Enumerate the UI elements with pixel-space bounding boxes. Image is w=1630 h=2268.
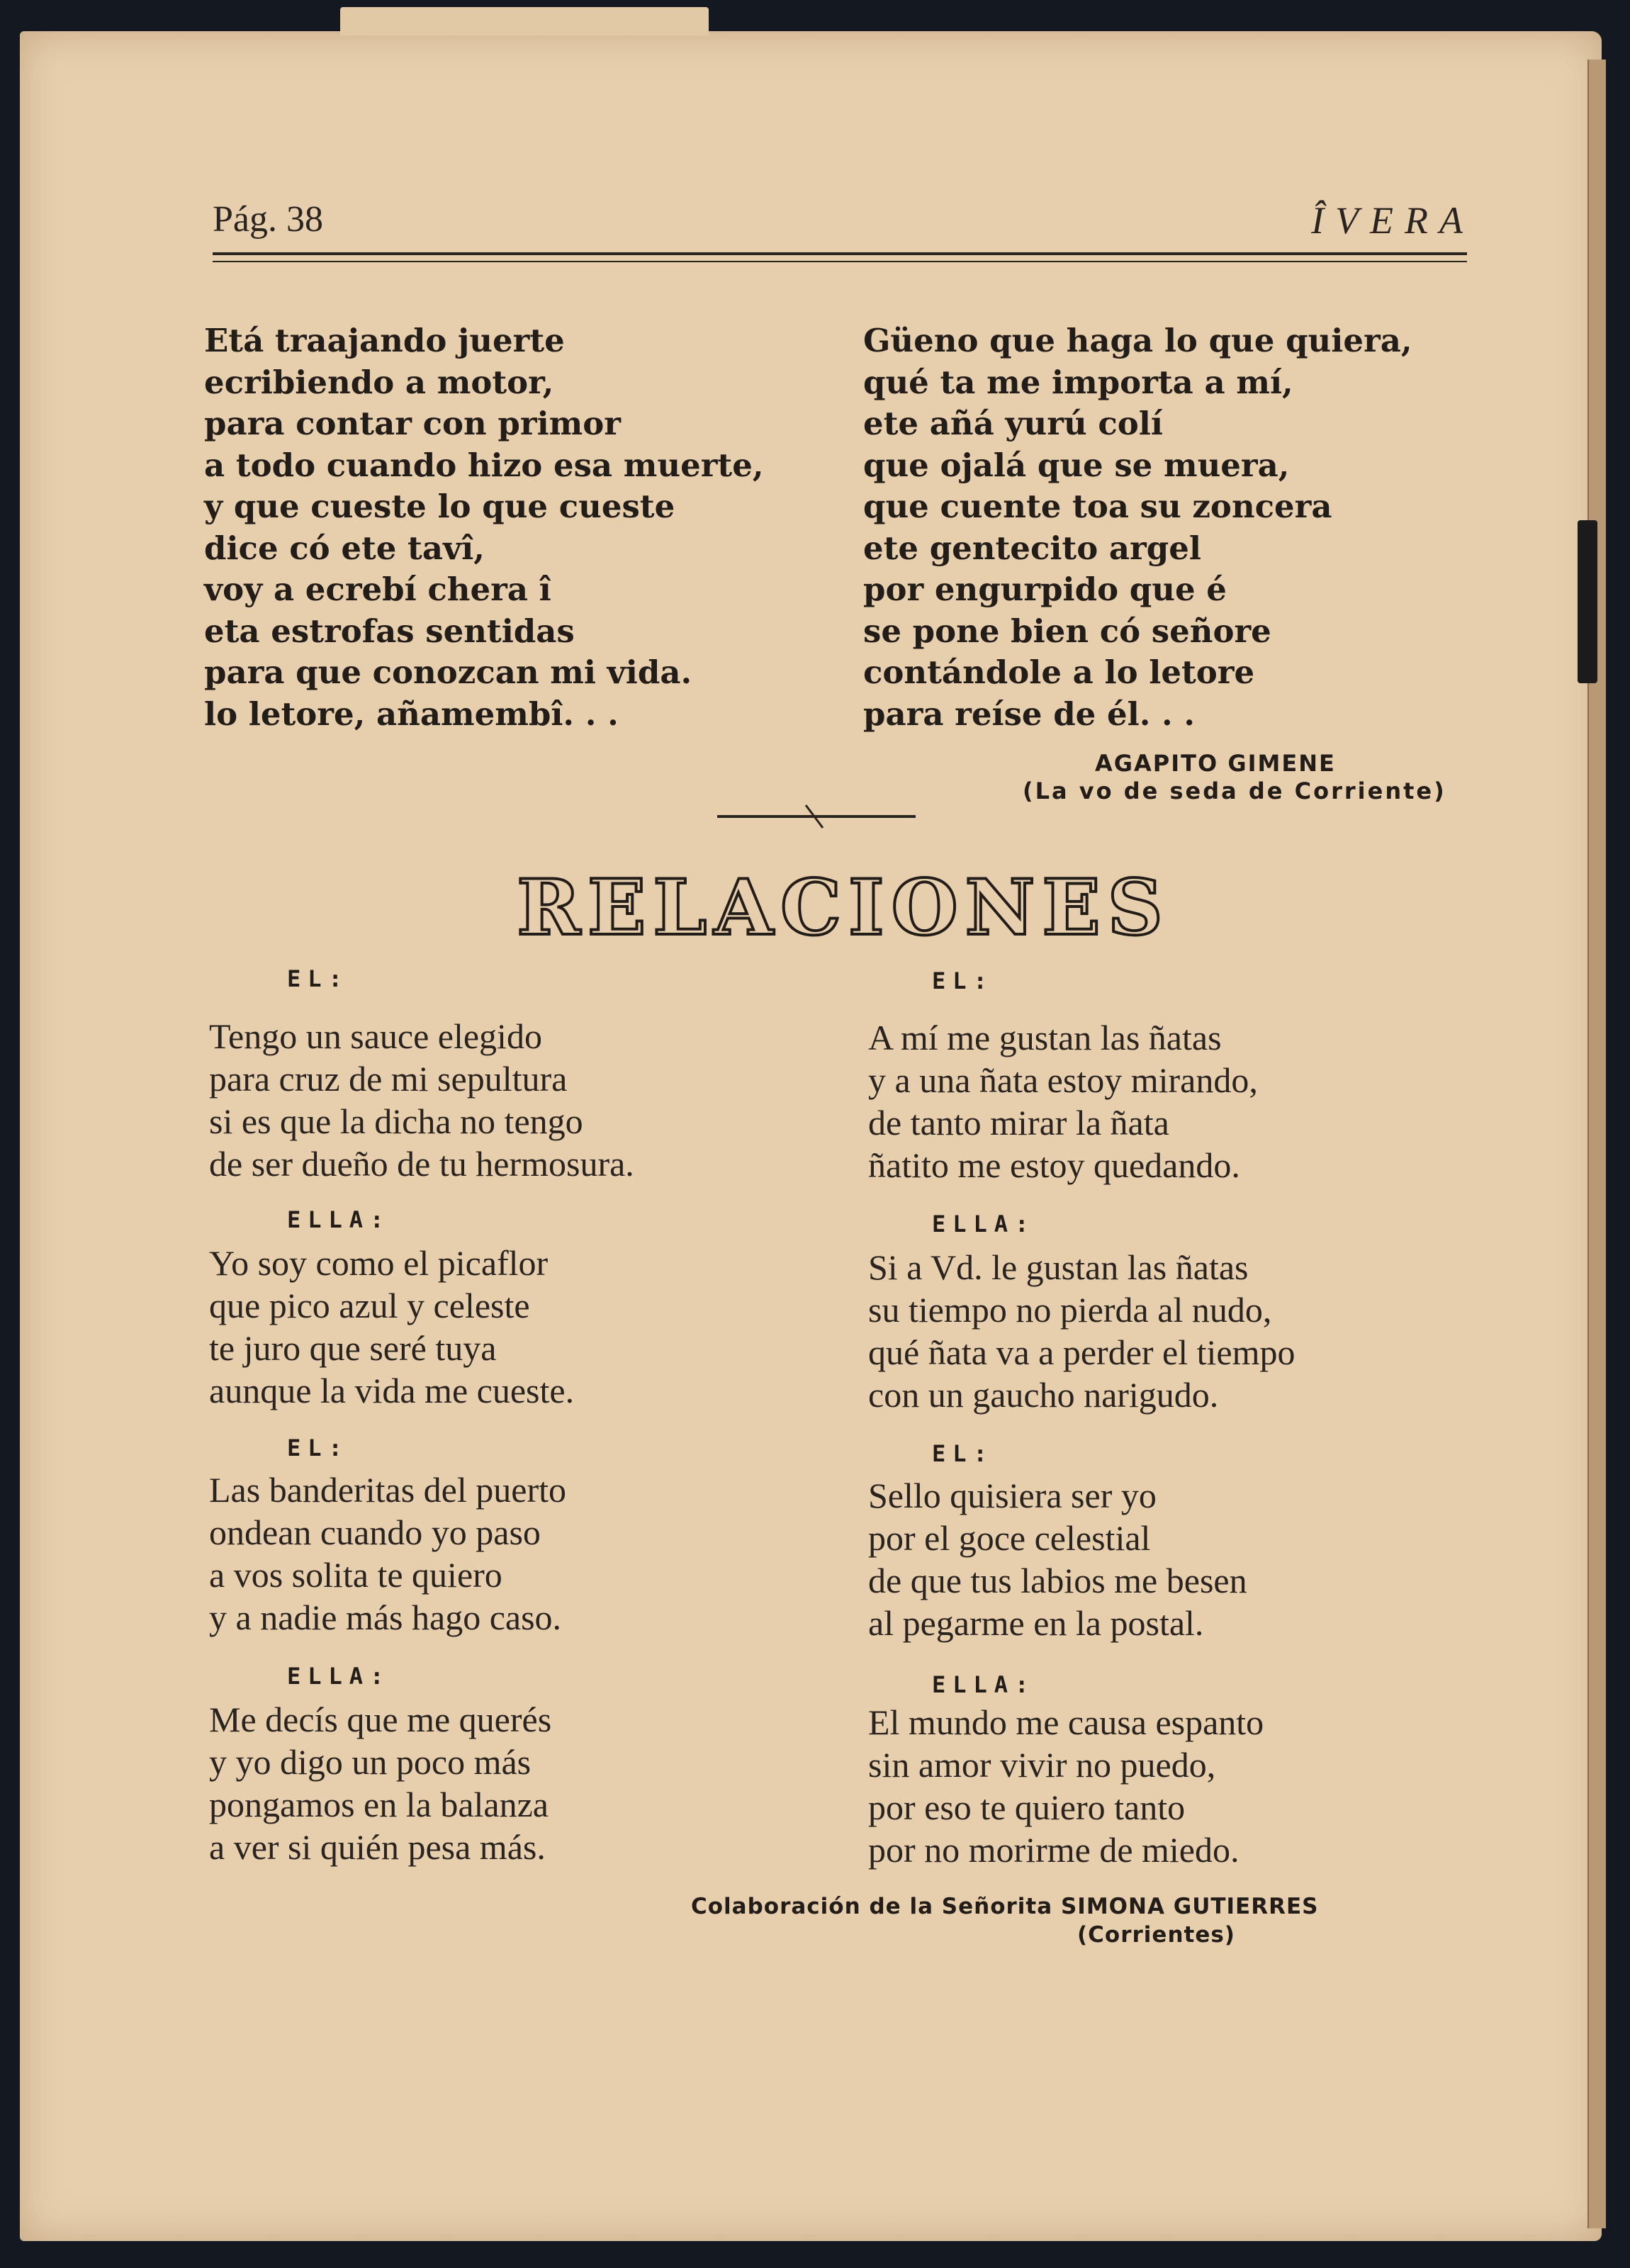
header-rule-thin	[213, 261, 1467, 262]
stanza-line: El mundo me causa espanto	[868, 1702, 1264, 1742]
poem-line: para reíse de él. . .	[863, 695, 1196, 733]
speaker-label: ELLA:	[932, 1211, 1036, 1237]
page-top-tear	[340, 7, 709, 35]
stanza-line: de que tus labios me besen	[868, 1561, 1247, 1600]
divider-flourish-icon	[804, 802, 824, 831]
poem-author: AGAPITO GIMENE	[1095, 750, 1336, 777]
stanza-line: ñatito me estoy quedando.	[868, 1145, 1240, 1185]
binding-tab	[1578, 520, 1597, 683]
poem-right-column	[863, 320, 1412, 735]
stanza	[209, 1469, 566, 1639]
stanza-line: Yo soy como el picaflor	[209, 1243, 549, 1283]
page-edge	[1587, 60, 1606, 2228]
stanza-line: por eso te quiero tanto	[868, 1787, 1186, 1827]
speaker-label: EL:	[932, 1440, 994, 1467]
stanza-line: aunque la vida me cueste.	[209, 1371, 575, 1410]
stanza-line: sin amor vivir no puedo,	[868, 1745, 1216, 1785]
stanza-line: y a nadie más hago caso.	[209, 1598, 562, 1637]
poem-line: voy a ecrebí chera î	[204, 571, 551, 608]
poem-line: lo letore, añamembî. . .	[204, 695, 619, 733]
speaker-label: EL:	[287, 965, 349, 992]
poem-line: ete gentecito argel	[863, 529, 1201, 567]
poem-line: contándole a lo letore	[863, 653, 1255, 691]
stanza-line: para cruz de mi sepultura	[209, 1059, 568, 1099]
contribution-credit: Colaboración de la Señorita SIMONA GUTIERRES	[691, 1894, 1319, 1919]
poem-line: a todo cuando hizo esa muerte,	[204, 446, 764, 484]
stanza-line: por no morirme de miedo.	[868, 1830, 1240, 1870]
stanza-line: pongamos en la balanza	[209, 1785, 549, 1824]
speaker-label: EL:	[287, 1435, 349, 1461]
stanza-line: de tanto mirar la ñata	[868, 1103, 1169, 1143]
poem-author-subtitle: (La vo de seda de Corriente)	[1023, 777, 1446, 804]
header-rule	[213, 252, 1467, 255]
poem-line: que ojalá que se muera,	[863, 446, 1290, 484]
stanza-line: al pegarme en la postal.	[868, 1603, 1204, 1643]
stanza	[868, 1246, 1295, 1416]
stanza-line: con un gaucho narigudo.	[868, 1375, 1219, 1415]
poem-left-column	[204, 320, 764, 735]
stanza-line: si es que la dicha no tengo	[209, 1101, 583, 1141]
stanza	[868, 1474, 1247, 1644]
magazine-title: ÎVERA	[1311, 199, 1474, 242]
stanza-line: a ver si quién pesa más.	[209, 1827, 546, 1867]
poem-line: Etá traajando juerte	[204, 322, 565, 359]
stanza-line: qué ñata va a perder el tiempo	[868, 1332, 1295, 1372]
stanza-line: Me decís que me querés	[209, 1700, 552, 1739]
stanza	[868, 1701, 1264, 1871]
stanza-line: de ser dueño de tu hermosura.	[209, 1144, 634, 1184]
stanza-line: Las banderitas del puerto	[209, 1470, 566, 1510]
speaker-label: ELLA:	[932, 1671, 1036, 1698]
speaker-label: ELLA:	[287, 1663, 391, 1690]
stanza-line: Si a Vd. le gustan las ñatas	[868, 1247, 1249, 1287]
page-header	[213, 198, 1474, 241]
stanza	[209, 1698, 551, 1868]
stanza-line: A mí me gustan las ñatas	[868, 1018, 1222, 1057]
poem-line: para contar con primor	[204, 405, 622, 442]
poem-line: ete añá yurú colí	[863, 405, 1163, 442]
poem-line: por engurpido que é	[863, 571, 1227, 608]
stanza	[209, 1242, 574, 1412]
stanza-line: y yo digo un poco más	[209, 1742, 532, 1782]
stanza-line: y a una ñata estoy mirando,	[868, 1060, 1258, 1100]
poem-line: dice có ete tavî,	[204, 529, 485, 567]
poem-line: se pone bien có señore	[863, 612, 1271, 650]
poem-line: para que conozcan mi vida.	[204, 653, 692, 691]
stanza-line: Tengo un sauce elegido	[209, 1016, 542, 1056]
stanza-line: te juro que seré tuya	[209, 1328, 497, 1368]
poem-line: que cuente toa su zoncera	[863, 488, 1332, 525]
page-number: Pág. 38	[213, 199, 323, 240]
poem-line: Güeno que haga lo que quiera,	[863, 322, 1412, 359]
speaker-label: ELLA:	[287, 1206, 391, 1233]
poem-line: qué ta me importa a mí,	[863, 363, 1293, 401]
stanza-line: su tiempo no pierda al nudo,	[868, 1290, 1272, 1330]
stanza-line: Sello quisiera ser yo	[868, 1476, 1157, 1515]
contribution-place: (Corrientes)	[1077, 1922, 1235, 1948]
stanza-line: que pico azul y celeste	[209, 1286, 530, 1325]
stanza	[868, 1016, 1258, 1186]
stanza-line: ondean cuando yo paso	[209, 1512, 541, 1552]
stanza-line: por el goce celestial	[868, 1518, 1151, 1558]
poem-line: ecribiendo a motor,	[204, 363, 554, 401]
section-title: RELACIONES	[517, 863, 1170, 953]
stanza-line: a vos solita te quiero	[209, 1555, 502, 1595]
poem-line: eta estrofas sentidas	[204, 612, 575, 650]
poem-line: y que cueste lo que cueste	[204, 488, 675, 525]
speaker-label: EL:	[932, 967, 994, 994]
stanza	[209, 1015, 634, 1185]
